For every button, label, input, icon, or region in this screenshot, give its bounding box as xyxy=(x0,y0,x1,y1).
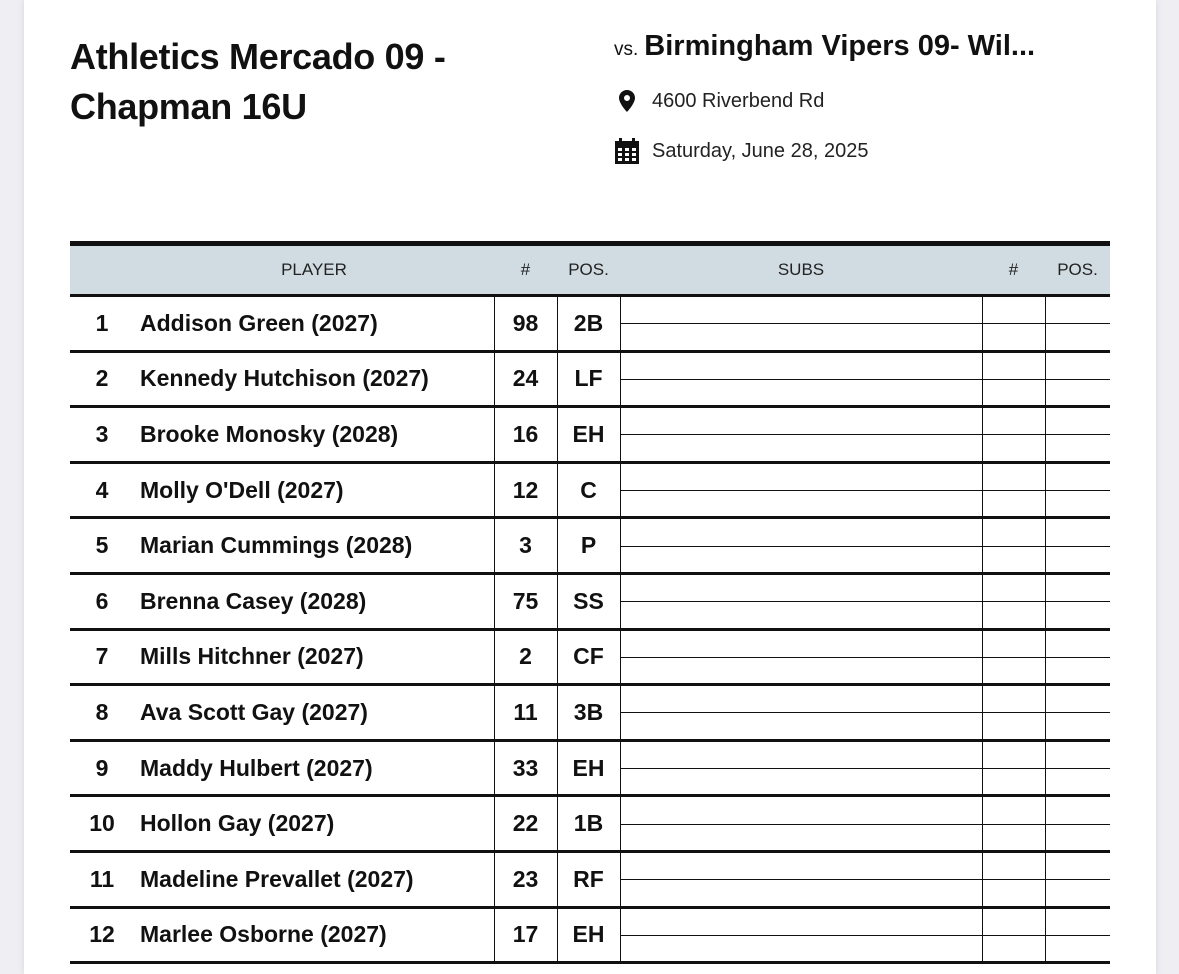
sub-number-header: # xyxy=(1008,260,1019,279)
position: CF xyxy=(557,629,620,685)
sub-player-field xyxy=(620,573,982,629)
sub-number-field xyxy=(982,407,1045,463)
lineup-table xyxy=(70,241,1110,964)
write-line xyxy=(1046,935,1111,936)
player-name: Marlee Osborne (2027) xyxy=(140,921,387,948)
sub-player-field xyxy=(620,407,982,463)
sub-player-field xyxy=(620,296,982,352)
player-name: Madeline Prevallet (2027) xyxy=(140,865,414,892)
date-text: Saturday, June 28, 2025 xyxy=(652,139,869,162)
sub-number-field xyxy=(982,907,1045,963)
table-row xyxy=(70,907,1110,963)
sub-position-field xyxy=(1045,685,1110,741)
position: C xyxy=(557,462,620,518)
sub-number-field xyxy=(982,851,1045,907)
jersey-number: 98 xyxy=(494,296,557,352)
sub-number-field xyxy=(982,796,1045,852)
table-row xyxy=(70,796,1110,852)
table-row xyxy=(70,296,1110,352)
lineup-sheet xyxy=(24,0,1156,974)
write-line xyxy=(1046,434,1111,435)
table-row xyxy=(70,407,1110,463)
sub-player-field xyxy=(620,518,982,574)
write-line xyxy=(621,546,982,547)
batting-order: 12 xyxy=(89,921,115,948)
jersey-number: 12 xyxy=(494,462,557,518)
write-line xyxy=(621,657,982,658)
position-header: POS. xyxy=(568,260,609,279)
sub-player-field xyxy=(620,907,982,963)
batting-order: 8 xyxy=(95,698,109,725)
write-line xyxy=(983,323,1045,324)
table-row xyxy=(70,740,1110,796)
map-pin-icon xyxy=(614,88,640,114)
team-name: Athletics Mercado 09 - Chapman 16U xyxy=(70,36,446,127)
write-line xyxy=(1046,657,1111,658)
write-line xyxy=(1046,323,1111,324)
table-row xyxy=(70,629,1110,685)
jersey-number: 22 xyxy=(494,796,557,852)
opponent-line xyxy=(614,30,1134,63)
calendar-icon xyxy=(614,138,640,164)
write-line xyxy=(983,712,1045,713)
sub-position-field xyxy=(1045,407,1110,463)
player-name: Mills Hitchner (2027) xyxy=(140,643,364,670)
location-text: 4600 Riverbend Rd xyxy=(652,89,825,112)
sub-position-field xyxy=(1045,573,1110,629)
sub-player-field xyxy=(620,685,982,741)
write-line xyxy=(621,379,982,380)
sub-position-field xyxy=(1045,518,1110,574)
position: EH xyxy=(557,407,620,463)
position: EH xyxy=(557,740,620,796)
write-line xyxy=(1046,879,1111,880)
table-row xyxy=(70,851,1110,907)
write-line xyxy=(1046,379,1111,380)
jersey-number: 11 xyxy=(494,685,557,741)
sub-position-field xyxy=(1045,740,1110,796)
write-line xyxy=(621,490,982,491)
player-name: Marian Cummings (2028) xyxy=(140,532,413,559)
lineup-body xyxy=(70,296,1110,963)
write-line xyxy=(983,768,1045,769)
write-line xyxy=(983,601,1045,602)
write-line xyxy=(1046,546,1111,547)
write-line xyxy=(983,434,1045,435)
batting-order: 9 xyxy=(95,754,109,781)
player-name: Ava Scott Gay (2027) xyxy=(140,698,368,725)
sub-number-field xyxy=(982,462,1045,518)
number-header: # xyxy=(520,260,531,279)
sub-position-field xyxy=(1045,462,1110,518)
write-line xyxy=(983,824,1045,825)
table-row xyxy=(70,462,1110,518)
sub-position-field xyxy=(1045,796,1110,852)
write-line xyxy=(621,601,982,602)
batting-order: 6 xyxy=(95,587,109,614)
player-header: PLAYER xyxy=(281,260,347,279)
player-name: Kennedy Hutchison (2027) xyxy=(140,365,429,392)
jersey-number: 75 xyxy=(494,573,557,629)
write-line xyxy=(621,434,982,435)
sub-number-field xyxy=(982,740,1045,796)
write-line xyxy=(983,379,1045,380)
jersey-number: 23 xyxy=(494,851,557,907)
batting-order: 4 xyxy=(95,476,109,503)
position: SS xyxy=(557,573,620,629)
date-row xyxy=(614,138,868,164)
sub-player-field xyxy=(620,351,982,407)
sub-number-field xyxy=(982,629,1045,685)
jersey-number: 16 xyxy=(494,407,557,463)
subs-header: SUBS xyxy=(777,260,825,279)
player-name: Hollon Gay (2027) xyxy=(140,810,335,837)
sub-number-field xyxy=(982,518,1045,574)
batting-order: 7 xyxy=(95,643,109,670)
batting-order: 5 xyxy=(95,532,109,559)
write-line xyxy=(1046,490,1111,491)
position: 3B xyxy=(557,685,620,741)
location-row xyxy=(614,88,824,114)
jersey-number: 24 xyxy=(494,351,557,407)
position: 2B xyxy=(557,296,620,352)
position: 1B xyxy=(557,796,620,852)
sub-player-field xyxy=(620,796,982,852)
sub-position-field xyxy=(1045,351,1110,407)
batting-order: 2 xyxy=(95,365,109,392)
position: EH xyxy=(557,907,620,963)
jersey-number: 17 xyxy=(494,907,557,963)
write-line xyxy=(621,768,982,769)
table-row xyxy=(70,685,1110,741)
sub-player-field xyxy=(620,629,982,685)
write-line xyxy=(621,824,982,825)
player-name: Brooke Monosky (2028) xyxy=(140,420,399,447)
position: LF xyxy=(557,351,620,407)
write-line xyxy=(983,546,1045,547)
player-name: Brenna Casey (2028) xyxy=(140,587,367,614)
sub-player-field xyxy=(620,740,982,796)
opponent-name: Birmingham Vipers 09- Wil... xyxy=(644,30,1036,62)
order-header xyxy=(70,244,134,296)
table-row xyxy=(70,351,1110,407)
table-row xyxy=(70,518,1110,574)
write-line xyxy=(621,323,982,324)
batting-order: 1 xyxy=(95,309,109,336)
write-line xyxy=(621,935,982,936)
vs-label: vs. xyxy=(614,39,639,60)
write-line xyxy=(621,879,982,880)
jersey-number: 3 xyxy=(494,518,557,574)
position: RF xyxy=(557,851,620,907)
sub-position-field xyxy=(1045,907,1110,963)
sub-position-field xyxy=(1045,851,1110,907)
player-name: Maddy Hulbert (2027) xyxy=(140,754,373,781)
position: P xyxy=(557,518,620,574)
table-header xyxy=(70,244,1110,296)
jersey-number: 33 xyxy=(494,740,557,796)
sub-number-field xyxy=(982,351,1045,407)
sub-number-field xyxy=(982,685,1045,741)
sub-position-field xyxy=(1045,296,1110,352)
jersey-number: 2 xyxy=(494,629,557,685)
player-name: Addison Green (2027) xyxy=(140,309,378,336)
batting-order: 11 xyxy=(89,865,115,892)
write-line xyxy=(1046,712,1111,713)
write-line xyxy=(983,657,1045,658)
sub-player-field xyxy=(620,462,982,518)
player-name: Molly O'Dell (2027) xyxy=(140,476,344,503)
sub-player-field xyxy=(620,851,982,907)
sub-number-field xyxy=(982,296,1045,352)
batting-order: 10 xyxy=(89,810,115,837)
sub-position-header: POS. xyxy=(1057,260,1098,279)
sub-position-field xyxy=(1045,629,1110,685)
write-line xyxy=(983,879,1045,880)
write-line xyxy=(1046,824,1111,825)
batting-order: 3 xyxy=(95,420,109,447)
write-line xyxy=(621,712,982,713)
write-line xyxy=(1046,768,1111,769)
sub-number-field xyxy=(982,573,1045,629)
write-line xyxy=(1046,601,1111,602)
write-line xyxy=(983,490,1045,491)
table-row xyxy=(70,573,1110,629)
write-line xyxy=(983,935,1045,936)
